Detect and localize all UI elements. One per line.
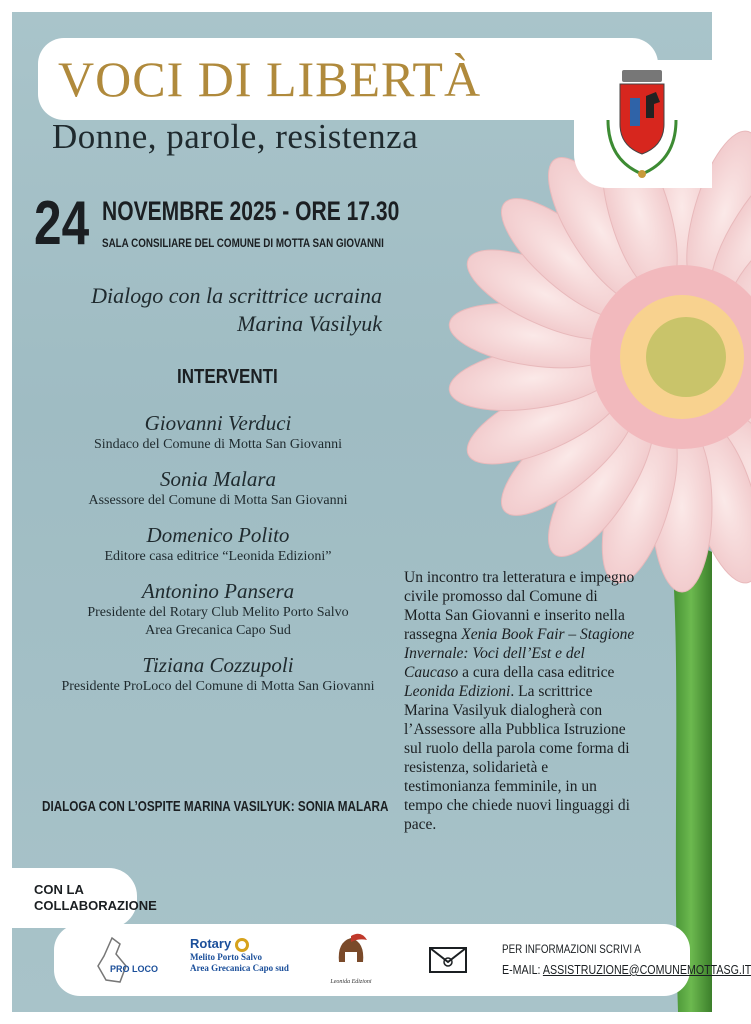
rotary-wheel-icon — [235, 938, 249, 952]
description-text-2: a cura della casa editrice — [458, 664, 615, 681]
event-day: 24 — [34, 189, 90, 258]
collaboration-label — [12, 868, 157, 928]
email-line — [502, 962, 751, 977]
event-subtitle: Donne, parole, resistenza — [52, 117, 419, 156]
footer-bar — [54, 924, 751, 996]
spartan-helmet-icon — [331, 932, 371, 974]
speaker-role: Presidente ProLoco del Comune di Motta San Giovanni — [61, 679, 375, 694]
moderator-line: DIALOGA CON L’OSPITE MARINA VASILYUK: SONIA MALARA — [42, 798, 389, 815]
speaker-role-line-2: Area Grecanica Capo Sud — [145, 623, 291, 638]
collab-line-1: CON LA — [34, 882, 84, 897]
speaker-item — [12, 522, 424, 566]
event-venue: SALA CONSILIARE DEL COMUNE DI MOTTA SAN GIOVANNI — [102, 236, 384, 250]
speaker-name: Giovanni Verduci — [144, 411, 292, 435]
email-link[interactable]: ASSISTRUZIONE@COMUNEMOTTASG.IT — [542, 962, 751, 977]
speaker-item — [12, 466, 424, 510]
description-text-3: . La scrittrice Marina Vasilyuk dialogherà con l’Assessore alla Pubblica Istruzione sul ruolo della parola come forma di resistenza, solidarietà e testimonianza femminile, in un tempo che chiede nuovi linguaggi di pace. — [404, 683, 630, 833]
rotary-sub-1: Melito Porto Salvo — [190, 951, 262, 962]
email-label: E-MAIL: — [502, 962, 543, 977]
title-banner — [38, 38, 658, 120]
speaker-name: Antonino Pansera — [141, 579, 295, 603]
rotary-sub-2: Area Grecanica Capo sud — [190, 962, 289, 973]
speakers-list — [12, 410, 424, 708]
speaker-name: Domenico Polito — [146, 523, 290, 547]
collab-line-2: COLLABORAZIONE — [34, 898, 157, 913]
rotary-logo — [190, 932, 310, 988]
event-description — [404, 568, 636, 834]
info-label: PER INFORMAZIONI SCRIVI A — [502, 942, 641, 956]
dialogue-line-1: Dialogo con la scrittrice ucraina — [91, 283, 382, 308]
description-text-1: Un incontro tra letteratura e impegno civile promosso dal Comune di Motta San Giovanni e inserito nella rassegna — [404, 569, 635, 643]
speaker-item — [12, 652, 424, 696]
dialogue-intro — [32, 282, 382, 338]
proloco-logo-icon — [82, 932, 159, 988]
interventi-heading: INTERVENTI — [177, 366, 278, 388]
dialogue-line-2: Marina Vasilyuk — [237, 311, 382, 336]
event-poster — [12, 12, 751, 1012]
speaker-item — [12, 410, 424, 454]
rotary-name: Rotary — [190, 936, 232, 951]
speaker-name: Tiziana Cozzupoli — [142, 653, 294, 677]
event-date-time: NOVEMBRE 2025 - ORE 17.30 — [102, 196, 400, 226]
municipal-crest-icon — [574, 60, 712, 188]
proloco-logo-text: PRO LOCO — [110, 964, 159, 974]
speaker-role: Assessore del Comune di Motta San Giovanni — [88, 493, 348, 508]
envelope-icon — [428, 944, 468, 976]
event-title: VOCI DI LIBERTÀ — [58, 51, 482, 107]
leonida-logo-text: Leonida Edizioni — [330, 979, 372, 985]
speaker-item — [12, 578, 424, 640]
crest-panel — [574, 60, 712, 188]
speaker-role: Editore casa editrice “Leonida Edizioni” — [104, 549, 332, 564]
description-italic-1: Xenia Book Fair – Stagione Invernale: Voci dell’Est e del Caucaso — [404, 626, 635, 681]
speaker-name: Sonia Malara — [159, 467, 277, 491]
leonida-logo — [326, 932, 376, 988]
description-italic-2: Leonida Edizioni — [404, 683, 511, 700]
speaker-role: Presidente del Rotary Club Melito Porto Salvo — [87, 605, 349, 620]
speaker-role: Sindaco del Comune di Motta San Giovanni — [93, 437, 343, 452]
